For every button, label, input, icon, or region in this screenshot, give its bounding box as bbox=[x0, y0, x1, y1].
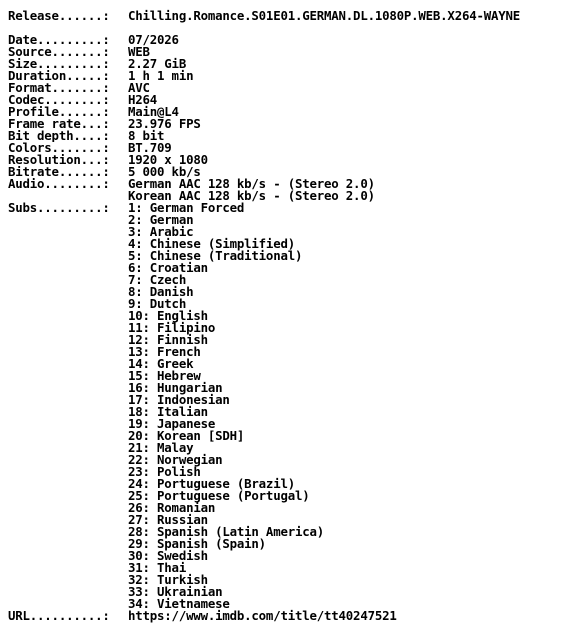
subs-row bbox=[8, 262, 564, 274]
info-row-value: 1920 x 1080 bbox=[128, 152, 208, 167]
audio-list bbox=[8, 178, 564, 202]
subs-row-key bbox=[8, 430, 128, 442]
subs-row bbox=[8, 502, 564, 514]
audio-row bbox=[8, 190, 564, 202]
subs-row bbox=[8, 454, 564, 466]
subs-row-value: 22: Norwegian bbox=[128, 452, 223, 467]
subs-row-key bbox=[8, 286, 128, 298]
subs-row-value: 2: German bbox=[128, 212, 194, 227]
release-row bbox=[8, 10, 564, 22]
info-row-key: Resolution...: bbox=[8, 154, 110, 166]
subs-row-value: 15: Hebrew bbox=[128, 368, 201, 383]
field-list bbox=[8, 34, 564, 178]
subs-row-value: 10: English bbox=[128, 308, 208, 323]
info-row bbox=[8, 94, 564, 106]
subs-row-key bbox=[8, 586, 128, 598]
info-row-value: 2.27 GiB bbox=[128, 56, 187, 71]
info-row-key: Profile......: bbox=[8, 106, 110, 118]
subs-row-key bbox=[8, 490, 128, 502]
subs-row-key bbox=[8, 454, 128, 466]
info-row-key: Duration.....: bbox=[8, 70, 110, 82]
subs-row-value: 1: German Forced bbox=[128, 200, 245, 215]
subs-row-value: 28: Spanish (Latin America) bbox=[128, 524, 325, 539]
info-row-value: AVC bbox=[128, 80, 150, 95]
subs-row bbox=[8, 562, 564, 574]
subs-row-key bbox=[8, 538, 128, 550]
subs-row bbox=[8, 358, 564, 370]
subs-row-value: 19: Japanese bbox=[128, 416, 216, 431]
info-row bbox=[8, 106, 564, 118]
subs-row bbox=[8, 490, 564, 502]
subs-row bbox=[8, 202, 564, 214]
subs-row-value: 33: Ukrainian bbox=[128, 584, 223, 599]
subs-row bbox=[8, 214, 564, 226]
subs-row-value: 30: Swedish bbox=[128, 548, 208, 563]
info-row-value: Main@L4 bbox=[128, 104, 179, 119]
subs-row-key bbox=[8, 226, 128, 238]
subs-row-key bbox=[8, 238, 128, 250]
subs-list bbox=[8, 202, 564, 610]
subs-row-value: 18: Italian bbox=[128, 404, 208, 419]
subs-row-key bbox=[8, 382, 128, 394]
subs-row-value: 16: Hungarian bbox=[128, 380, 223, 395]
info-row-key: Date.........: bbox=[8, 34, 110, 46]
subs-row-value: 12: Finnish bbox=[128, 332, 208, 347]
subs-row-value: 3: Arabic bbox=[128, 224, 194, 239]
subs-row bbox=[8, 394, 564, 406]
subs-row-key bbox=[8, 274, 128, 286]
release-value: Chilling.Romance.S01E01.GERMAN.DL.1080P.WEB.X264-WAYNE bbox=[128, 8, 521, 23]
subs-row bbox=[8, 442, 564, 454]
subs-row bbox=[8, 334, 564, 346]
audio-row-value: Korean AAC 128 kb/s - (Stereo 2.0) bbox=[128, 188, 375, 203]
info-row-value: 5 000 kb/s bbox=[128, 164, 201, 179]
info-row bbox=[8, 58, 564, 70]
subs-row-value: 31: Thai bbox=[128, 560, 187, 575]
subs-row-value: 8: Danish bbox=[128, 284, 194, 299]
subs-row bbox=[8, 550, 564, 562]
url-key: URL..........: bbox=[8, 610, 110, 622]
subs-row-value: 25: Portuguese (Portugal) bbox=[128, 488, 310, 503]
subs-row-value: 4: Chinese (Simplified) bbox=[128, 236, 295, 251]
subs-row-value: 14: Greek bbox=[128, 356, 194, 371]
subs-row-value: 9: Dutch bbox=[128, 296, 187, 311]
info-row-value: 07/2026 bbox=[128, 32, 179, 47]
subs-row-value: 20: Korean [SDH] bbox=[128, 428, 245, 443]
subs-row-value: 34: Vietnamese bbox=[128, 596, 230, 611]
info-row-key: Colors.......: bbox=[8, 142, 110, 154]
subs-row bbox=[8, 310, 564, 322]
subs-row bbox=[8, 370, 564, 382]
subs-row-value: 27: Russian bbox=[128, 512, 208, 527]
release-key: Release......: bbox=[8, 10, 110, 22]
subs-row-value: 13: French bbox=[128, 344, 201, 359]
subs-row bbox=[8, 250, 564, 262]
subs-row-key bbox=[8, 322, 128, 334]
subs-row-key bbox=[8, 574, 128, 586]
info-row-key: Frame rate...: bbox=[8, 118, 110, 130]
info-row-key: Codec........: bbox=[8, 94, 110, 106]
subs-row-value: 17: Indonesian bbox=[128, 392, 230, 407]
subs-row bbox=[8, 418, 564, 430]
info-row bbox=[8, 130, 564, 142]
info-row-key: Bitrate......: bbox=[8, 166, 110, 178]
subs-row-key bbox=[8, 370, 128, 382]
info-row-value: BT.709 bbox=[128, 140, 172, 155]
subs-row-key: Subs.........: bbox=[8, 202, 110, 214]
subs-row-key bbox=[8, 514, 128, 526]
subs-row-key bbox=[8, 298, 128, 310]
subs-row-key bbox=[8, 346, 128, 358]
info-row-key: Bit depth....: bbox=[8, 130, 110, 142]
subs-row bbox=[8, 538, 564, 550]
info-row bbox=[8, 46, 564, 58]
subs-row-key bbox=[8, 562, 128, 574]
subs-row bbox=[8, 382, 564, 394]
info-row-value: 23.976 FPS bbox=[128, 116, 201, 131]
info-row-value: 8 bit bbox=[128, 128, 165, 143]
subs-row bbox=[8, 406, 564, 418]
info-row bbox=[8, 34, 564, 46]
subs-row-key bbox=[8, 418, 128, 430]
info-row-value: 1 h 1 min bbox=[128, 68, 194, 83]
audio-row-key: Audio........: bbox=[8, 178, 110, 190]
subs-row-key bbox=[8, 466, 128, 478]
info-row bbox=[8, 118, 564, 130]
info-row bbox=[8, 70, 564, 82]
subs-row bbox=[8, 346, 564, 358]
subs-row-key bbox=[8, 394, 128, 406]
subs-row bbox=[8, 586, 564, 598]
info-row-value: H264 bbox=[128, 92, 158, 107]
info-row bbox=[8, 142, 564, 154]
subs-row-key bbox=[8, 478, 128, 490]
subs-row-value: 6: Croatian bbox=[128, 260, 208, 275]
subs-row bbox=[8, 274, 564, 286]
subs-row-key bbox=[8, 526, 128, 538]
audio-row-key bbox=[8, 190, 128, 202]
info-row-key: Format.......: bbox=[8, 82, 110, 94]
blank-line bbox=[8, 22, 564, 34]
audio-row-value: German AAC 128 kb/s - (Stereo 2.0) bbox=[128, 176, 375, 191]
subs-row-value: 21: Malay bbox=[128, 440, 194, 455]
nfo-info-text bbox=[8, 10, 564, 622]
subs-row bbox=[8, 430, 564, 442]
info-row bbox=[8, 82, 564, 94]
subs-row-value: 5: Chinese (Traditional) bbox=[128, 248, 303, 263]
subs-row-value: 32: Turkish bbox=[128, 572, 208, 587]
subs-row-value: 26: Romanian bbox=[128, 500, 216, 515]
url-row bbox=[8, 610, 564, 622]
url-value: https://www.imdb.com/title/tt40247521 bbox=[128, 608, 397, 623]
subs-row-key bbox=[8, 310, 128, 322]
subs-row bbox=[8, 526, 564, 538]
subs-row-key bbox=[8, 262, 128, 274]
subs-row-value: 29: Spanish (Spain) bbox=[128, 536, 266, 551]
subs-row-key bbox=[8, 250, 128, 262]
subs-row bbox=[8, 298, 564, 310]
subs-row-key bbox=[8, 598, 128, 610]
info-row-value: WEB bbox=[128, 44, 150, 59]
subs-row bbox=[8, 574, 564, 586]
info-row-key: Source.......: bbox=[8, 46, 110, 58]
subs-row-key bbox=[8, 358, 128, 370]
info-row bbox=[8, 154, 564, 166]
subs-row-value: 7: Czech bbox=[128, 272, 187, 287]
subs-row-key bbox=[8, 550, 128, 562]
subs-row-value: 23: Polish bbox=[128, 464, 201, 479]
subs-row-key bbox=[8, 406, 128, 418]
subs-row-value: 11: Filipino bbox=[128, 320, 216, 335]
subs-row bbox=[8, 286, 564, 298]
subs-row-key bbox=[8, 334, 128, 346]
subs-row bbox=[8, 322, 564, 334]
subs-row-key bbox=[8, 502, 128, 514]
subs-row-key bbox=[8, 442, 128, 454]
subs-row-value: 24: Portuguese (Brazil) bbox=[128, 476, 295, 491]
subs-row-key bbox=[8, 214, 128, 226]
info-row-key: Size.........: bbox=[8, 58, 110, 70]
